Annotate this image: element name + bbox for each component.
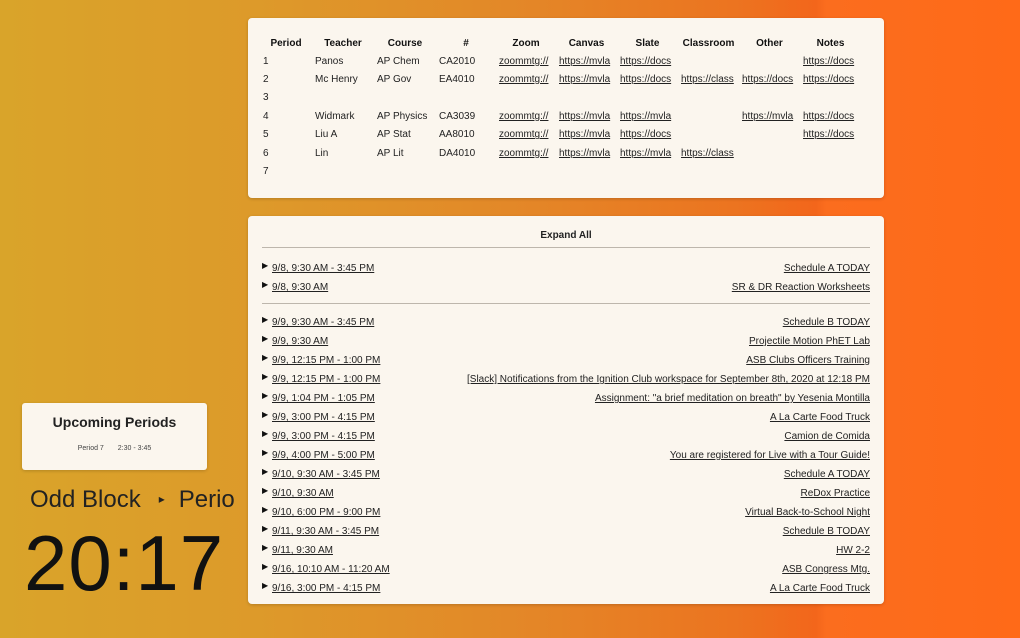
cell-other bbox=[739, 126, 800, 144]
cell-classroom bbox=[678, 162, 739, 180]
cell-course: AP Physics bbox=[377, 110, 428, 122]
event-time-link[interactable]: 9/9, 12:15 PM - 1:00 PM bbox=[272, 374, 381, 385]
class-schedule-body bbox=[260, 52, 861, 181]
event-title-link[interactable]: A La Carte Food Truck bbox=[769, 412, 870, 423]
cell-other[interactable]: https://mvla bbox=[742, 110, 794, 122]
cell-other bbox=[739, 144, 800, 162]
event-time-link[interactable]: 9/16, 10:10 AM - 11:20 AM bbox=[272, 564, 390, 575]
cell-zoom bbox=[496, 89, 556, 107]
expand-triangle-icon[interactable]: ▶ bbox=[262, 410, 269, 419]
event-item[interactable] bbox=[262, 260, 870, 278]
cell-num: CA3039 bbox=[439, 110, 476, 122]
cell-period: 3 bbox=[263, 92, 269, 104]
cell-teacher bbox=[312, 162, 374, 180]
event-time-link[interactable]: 9/9, 3:00 PM - 4:15 PM bbox=[272, 431, 375, 442]
header-zoom: Zoom bbox=[512, 37, 540, 49]
cell-other[interactable]: https://docs bbox=[742, 74, 794, 86]
event-item[interactable] bbox=[262, 333, 870, 351]
cell-slate[interactable]: https://mvla bbox=[620, 110, 672, 122]
event-item[interactable] bbox=[262, 279, 870, 297]
event-item[interactable] bbox=[262, 314, 870, 332]
event-title-link[interactable]: ASB Clubs Officers Training bbox=[746, 355, 870, 366]
header-teacher: Teacher bbox=[324, 37, 362, 49]
header-other: Other bbox=[756, 37, 783, 49]
expand-triangle-icon[interactable]: ▶ bbox=[262, 280, 269, 289]
event-time-link[interactable]: 9/11, 9:30 AM bbox=[272, 545, 333, 556]
cell-zoom[interactable]: zoommtg:// bbox=[499, 129, 549, 141]
header-period: Period bbox=[270, 37, 302, 49]
event-time-link[interactable]: 9/9, 12:15 PM - 1:00 PM bbox=[272, 355, 381, 366]
divider bbox=[262, 247, 870, 248]
event-time-link[interactable]: 9/9, 3:00 PM - 4:15 PM bbox=[272, 412, 375, 423]
event-item[interactable] bbox=[262, 447, 870, 465]
cell-num bbox=[436, 89, 496, 107]
event-time-link[interactable]: 9/9, 9:30 AM bbox=[272, 336, 329, 347]
clock-time: 20:17 bbox=[24, 519, 225, 607]
cell-notes bbox=[800, 162, 861, 180]
expand-triangle-icon[interactable]: ▶ bbox=[262, 261, 269, 270]
header-number: # bbox=[463, 37, 469, 49]
expand-triangle-icon[interactable]: ▶ bbox=[262, 334, 269, 343]
cell-slate[interactable]: https://docs bbox=[620, 55, 672, 67]
event-time-link[interactable]: 9/10, 9:30 AM bbox=[272, 488, 334, 499]
cell-zoom[interactable]: zoommtg:// bbox=[499, 74, 549, 86]
expand-triangle-icon[interactable]: ▶ bbox=[262, 562, 269, 571]
expand-triangle-icon[interactable]: ▶ bbox=[262, 315, 269, 324]
event-time-link[interactable]: 9/10, 6:00 PM - 9:00 PM bbox=[272, 507, 381, 518]
cell-period: 1 bbox=[263, 55, 269, 67]
cell-slate[interactable]: https://docs bbox=[620, 74, 672, 86]
event-item[interactable] bbox=[262, 580, 870, 598]
cell-classroom bbox=[678, 52, 739, 70]
event-time-link[interactable]: 9/10, 9:30 AM - 3:45 PM bbox=[272, 469, 380, 480]
table-row bbox=[260, 89, 861, 107]
cell-teacher: Panos bbox=[315, 55, 344, 67]
cell-period: 5 bbox=[263, 129, 269, 141]
cell-slate[interactable]: https://mvla bbox=[620, 147, 672, 159]
cell-teacher: Mc Henry bbox=[315, 74, 358, 86]
cell-classroom bbox=[678, 107, 739, 125]
chevron-right-icon: ▸ bbox=[158, 492, 165, 506]
cell-zoom[interactable]: zoommtg:// bbox=[499, 55, 549, 67]
event-item[interactable] bbox=[262, 428, 870, 446]
cell-period: 4 bbox=[263, 110, 269, 122]
class-schedule-table bbox=[260, 34, 861, 181]
table-row bbox=[260, 107, 861, 125]
expand-triangle-icon[interactable]: ▶ bbox=[262, 448, 269, 457]
table-row bbox=[260, 70, 861, 88]
event-title-link[interactable]: SR & DR Reaction Worksheets bbox=[731, 282, 870, 293]
event-item[interactable] bbox=[262, 542, 870, 560]
cell-notes[interactable]: https://docs bbox=[803, 55, 855, 67]
expand-triangle-icon[interactable]: ▶ bbox=[262, 581, 269, 590]
event-time-link[interactable]: 9/8, 9:30 AM - 3:45 PM bbox=[272, 263, 375, 274]
cell-slate[interactable]: https://docs bbox=[620, 129, 672, 141]
cell-slate bbox=[617, 89, 678, 107]
cell-canvas[interactable]: https://mvla bbox=[559, 74, 611, 86]
header-course: Course bbox=[387, 37, 423, 49]
event-item[interactable] bbox=[262, 504, 870, 522]
cell-course: AP Chem bbox=[377, 55, 420, 67]
event-time-link[interactable]: 9/16, 3:00 PM - 4:15 PM bbox=[272, 583, 381, 594]
cell-classroom[interactable]: https://class bbox=[681, 74, 734, 86]
header-canvas: Canvas bbox=[568, 37, 605, 49]
expand-triangle-icon[interactable]: ▶ bbox=[262, 372, 269, 381]
event-item[interactable] bbox=[262, 352, 870, 370]
upcoming-period-time: 2:30 - 3:45 bbox=[117, 445, 152, 452]
cell-teacher: Liu A bbox=[315, 129, 338, 141]
event-item[interactable] bbox=[262, 371, 870, 389]
cell-course: AP Stat bbox=[377, 129, 411, 141]
cell-notes[interactable]: https://docs bbox=[803, 110, 855, 122]
cell-num: DA4010 bbox=[439, 147, 476, 159]
cell-other bbox=[739, 52, 800, 70]
cell-course bbox=[374, 89, 436, 107]
class-schedule-panel bbox=[248, 18, 884, 198]
expand-all-button[interactable]: Expand All bbox=[540, 230, 592, 241]
expand-triangle-icon[interactable]: ▶ bbox=[262, 353, 269, 362]
table-header-row bbox=[260, 34, 861, 52]
cell-notes[interactable]: https://docs bbox=[803, 129, 855, 141]
cell-teacher: Widmark bbox=[315, 110, 355, 122]
event-title-link[interactable]: [Slack] Notifications from the Ignition Club workspace for September 8th, 2020 at 12:18 PM bbox=[467, 374, 870, 385]
event-item[interactable] bbox=[262, 561, 870, 579]
event-title-link[interactable]: Schedule A TODAY bbox=[783, 263, 870, 274]
table-row bbox=[260, 162, 861, 180]
expand-triangle-icon[interactable]: ▶ bbox=[262, 391, 269, 400]
upcoming-periods-title: Upcoming Periods bbox=[52, 414, 177, 430]
event-time-link[interactable]: 9/8, 9:30 AM bbox=[272, 282, 329, 293]
event-title-link[interactable]: You are registered for Live with a Tour Guide! bbox=[669, 450, 870, 461]
header-classroom: Classroom bbox=[682, 37, 735, 49]
event-title-link[interactable]: ReDox Practice bbox=[800, 488, 870, 499]
table-row bbox=[260, 126, 861, 144]
cell-classroom bbox=[678, 126, 739, 144]
cell-canvas bbox=[556, 89, 617, 107]
cell-course: AP Lit bbox=[377, 147, 404, 159]
cell-classroom bbox=[678, 89, 739, 107]
cell-zoom[interactable]: zoommtg:// bbox=[499, 147, 549, 159]
expand-triangle-icon[interactable]: ▶ bbox=[262, 543, 269, 552]
cell-period: 6 bbox=[263, 147, 269, 159]
cell-teacher bbox=[312, 89, 374, 107]
cell-period: 2 bbox=[263, 74, 269, 86]
cell-canvas[interactable]: https://mvla bbox=[559, 110, 611, 122]
expand-triangle-icon[interactable]: ▶ bbox=[262, 429, 269, 438]
cell-num bbox=[436, 162, 496, 180]
event-title-link[interactable]: Schedule B TODAY bbox=[782, 317, 870, 328]
cell-classroom[interactable]: https://class bbox=[681, 147, 734, 159]
cell-num: CA2010 bbox=[439, 55, 476, 67]
cell-canvas[interactable]: https://mvla bbox=[559, 147, 611, 159]
cell-course bbox=[374, 162, 436, 180]
event-title-link[interactable]: Virtual Back-to-School Night bbox=[745, 507, 870, 518]
cell-zoom bbox=[496, 162, 556, 180]
expand-triangle-icon[interactable]: ▶ bbox=[262, 524, 269, 533]
cell-num: AA8010 bbox=[439, 129, 475, 141]
divider bbox=[262, 303, 870, 304]
cell-canvas bbox=[556, 162, 617, 180]
event-item[interactable] bbox=[262, 523, 870, 541]
event-item[interactable] bbox=[262, 485, 870, 503]
event-title-link[interactable]: Assignment: "a brief meditation on breath" by Yesenia Montilla bbox=[594, 393, 870, 404]
event-time-link[interactable]: 9/9, 1:04 PM - 1:05 PM bbox=[272, 393, 375, 404]
cell-num: EA4010 bbox=[439, 74, 475, 86]
events-panel bbox=[248, 216, 884, 604]
block-label: Odd Block bbox=[30, 486, 141, 513]
event-title-link[interactable]: Schedule A TODAY bbox=[783, 469, 870, 480]
expand-triangle-icon[interactable]: ▶ bbox=[262, 467, 269, 476]
event-item[interactable] bbox=[262, 466, 870, 484]
cell-course: AP Gov bbox=[377, 74, 412, 86]
expand-triangle-icon[interactable]: ▶ bbox=[262, 486, 269, 495]
event-title-link[interactable]: HW 2-2 bbox=[836, 545, 870, 556]
header-slate: Slate bbox=[635, 37, 660, 49]
event-item[interactable] bbox=[262, 409, 870, 427]
event-time-link[interactable]: 9/9, 9:30 AM - 3:45 PM bbox=[272, 317, 375, 328]
cell-zoom[interactable]: zoommtg:// bbox=[499, 110, 549, 122]
current-period-label: Perio bbox=[178, 486, 235, 513]
upcoming-period-row bbox=[22, 445, 207, 452]
event-title-link[interactable]: ASB Congress Mtg. bbox=[782, 564, 870, 575]
cell-canvas[interactable]: https://mvla bbox=[559, 129, 611, 141]
current-block-line bbox=[30, 486, 235, 514]
table-row bbox=[260, 144, 861, 162]
cell-notes bbox=[800, 144, 861, 162]
cell-period: 7 bbox=[263, 166, 269, 178]
event-title-link[interactable]: Schedule B TODAY bbox=[782, 526, 870, 537]
expand-triangle-icon[interactable]: ▶ bbox=[262, 505, 269, 514]
upcoming-period-label: Period 7 bbox=[77, 445, 104, 452]
cell-notes bbox=[800, 89, 861, 107]
table-row bbox=[260, 52, 861, 70]
cell-slate bbox=[617, 162, 678, 180]
cell-teacher: Lin bbox=[315, 147, 329, 159]
event-title-link[interactable]: A La Carte Food Truck bbox=[769, 583, 870, 594]
event-title-link[interactable]: Camion de Comida bbox=[784, 431, 870, 442]
upcoming-periods-panel bbox=[22, 403, 207, 470]
cell-canvas[interactable]: https://mvla bbox=[559, 55, 611, 67]
event-title-link[interactable]: Projectile Motion PhET Lab bbox=[749, 336, 870, 347]
event-time-link[interactable]: 9/11, 9:30 AM - 3:45 PM bbox=[272, 526, 380, 537]
cell-other bbox=[739, 162, 800, 180]
event-item[interactable] bbox=[262, 390, 870, 408]
cell-notes[interactable]: https://docs bbox=[803, 74, 855, 86]
header-notes: Notes bbox=[816, 37, 845, 49]
cell-other bbox=[739, 89, 800, 107]
event-time-link[interactable]: 9/9, 4:00 PM - 5:00 PM bbox=[272, 450, 375, 461]
